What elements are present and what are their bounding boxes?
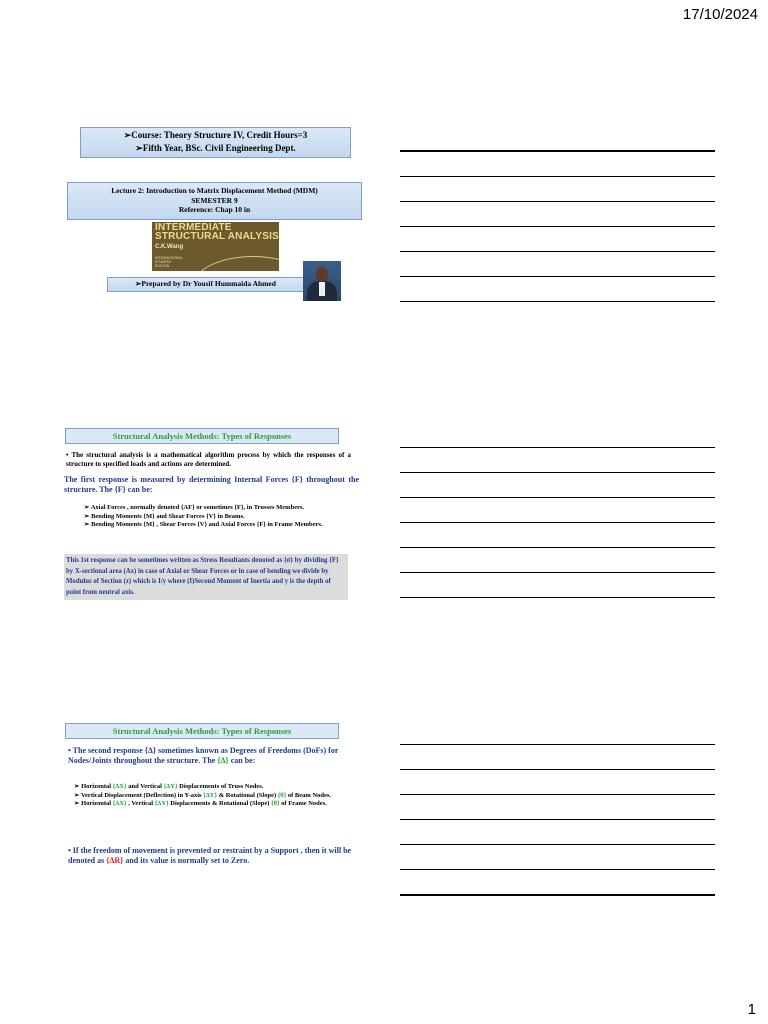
lecture-title: Lecture 2: Introduction to Matrix Displacement Method (MDM) — [111, 186, 318, 195]
notes-lines-2 — [400, 447, 715, 622]
semester-label: SEMESTER 9 — [191, 195, 238, 205]
list-item — [74, 783, 344, 792]
note-line — [400, 744, 715, 745]
highlight-theta: {θ} — [277, 791, 287, 799]
book-cover-image — [152, 222, 279, 271]
slide-3-title: Structural Analysis Methods: Types of Responses — [65, 723, 339, 739]
lecture-info-box — [67, 182, 362, 220]
note-line — [400, 226, 715, 227]
photo-shirt — [319, 282, 325, 296]
note-line — [400, 894, 715, 896]
list-item: ➢ Axial Forces , normally denoted {AF} or sometimes {F}, in Trusses Members. — [84, 504, 305, 511]
reference-label: Reference: Chap 10 in — [178, 205, 251, 214]
note-line — [400, 301, 715, 302]
slide-2-intro-paragraph: • The structural analysis is a mathematical algorithm process by which the responses of a structure to specified loads and actions are determined. — [66, 451, 351, 468]
note-line — [400, 447, 715, 448]
text-span: and Vertical — [126, 783, 164, 790]
note-line — [400, 251, 715, 252]
note-line — [400, 522, 715, 523]
highlight-dy: {ΔY} — [203, 791, 218, 799]
text-span: of Beam Nodes. — [286, 791, 332, 799]
print-date: 17/10/2024 — [682, 6, 758, 23]
text-span: ➢ Vertical Displacement (Deflection) in Y-axis — [74, 791, 204, 799]
slide-2-title: Structural Analysis Methods: Types of Responses — [65, 428, 339, 444]
note-line — [400, 794, 715, 795]
book-title-line-1: INTERMEDIATE — [155, 222, 232, 233]
slide-2-first-response-paragraph: The first response is measured by determining Internal Forces {F} throughout the structure. The {F} can be: — [64, 475, 359, 494]
stress-resultants-note: This 1st response can be sometimes written as Stress Resultants denoted as {σ} by dividing {F} by X-sectional area (Ax) in case of Axial or Shear Forces or in case of bending we divide by Modulus of Section (z) which is I/y where (I)Second Moment of Inertia and y is the depth of point from neutral axis. — [64, 554, 348, 600]
prepared-by-box: ➢Prepared by Dr Yousif Hummaida Ahmed — [107, 277, 304, 292]
dof-list — [74, 783, 344, 809]
slide-3-support-paragraph — [68, 846, 356, 866]
text-span: & Rotational (Slope) — [217, 791, 278, 799]
highlight-theta: {θ} — [271, 800, 280, 807]
list-item: ➢ Bending Moments {M} and Shear Forces {V} in Beams. — [84, 512, 245, 520]
highlight-dx: {ΔX} — [112, 800, 127, 807]
notes-lines-1 — [400, 150, 715, 326]
highlight-dy: {ΔY} — [154, 800, 169, 807]
book-arc-decoration — [192, 256, 279, 271]
course-line-1: ➢Course: Theory Structure IV, Credit Hours=3 — [123, 130, 308, 140]
page-number: 1 — [747, 1001, 756, 1018]
note-line — [400, 844, 715, 845]
list-item — [74, 792, 344, 801]
text-span: can be: — [228, 756, 256, 765]
note-line — [400, 497, 715, 498]
text-span: • If the freedom of movement is prevented or restraint by a Support , then it will be denoted as — [68, 846, 352, 865]
notes-lines-3 — [400, 744, 715, 920]
text-span: • The second response {Δ} sometimes known as Degrees of Freedoms (DoFs) for Nodes/Joints throughout the structure. The — [68, 746, 339, 765]
note-line — [400, 176, 715, 177]
note-line — [400, 150, 715, 152]
text-span: Displacements & Rotational (Slope) — [168, 800, 272, 807]
list-item: ➢ Bending Moments {M} , Shear Forces {V} and Axial Forces {F} in Frame Members. — [84, 521, 323, 528]
author-photo — [303, 261, 341, 301]
list-item — [74, 800, 344, 809]
note-line — [400, 572, 715, 573]
highlight-delta: {Δ} — [217, 756, 229, 765]
note-line — [400, 869, 715, 870]
note-line — [400, 201, 715, 202]
slide-2 — [62, 420, 362, 620]
book-title-line-2: STRUCTURAL ANALYSIS — [155, 231, 279, 242]
highlight-dy: {ΔY} — [163, 783, 178, 790]
text-span: of Frame Nodes. — [279, 800, 327, 807]
highlight-dx: {ΔX} — [112, 783, 127, 790]
note-line — [400, 472, 715, 473]
text-span: ➢ Horizontal — [74, 783, 113, 790]
text-span: Displacements of Truss Nodes. — [177, 783, 264, 790]
note-line — [400, 769, 715, 770]
note-line — [400, 276, 715, 277]
slide-3-second-response-paragraph — [68, 746, 356, 766]
slide-3 — [62, 715, 362, 915]
book-author: C.K.Wang — [155, 244, 184, 250]
text-span: , Vertical — [126, 800, 155, 807]
book-title — [155, 223, 279, 241]
text-span: and its value is normally set to Zero. — [123, 856, 250, 865]
highlight-delta-r: {ΔR} — [106, 856, 124, 865]
book-publisher: INTERNATIONAL STUDENT EDITION — [155, 256, 183, 268]
note-line — [400, 547, 715, 548]
photo-face — [316, 267, 328, 282]
note-line — [400, 819, 715, 820]
note-line — [400, 597, 715, 598]
internal-forces-list — [84, 504, 344, 530]
slide-1 — [62, 120, 362, 320]
course-info-box — [80, 127, 351, 158]
course-line-2: ➢Fifth Year, BSc. Civil Engineering Dept. — [135, 143, 296, 153]
text-span: ➢ Horizontal — [74, 800, 113, 807]
